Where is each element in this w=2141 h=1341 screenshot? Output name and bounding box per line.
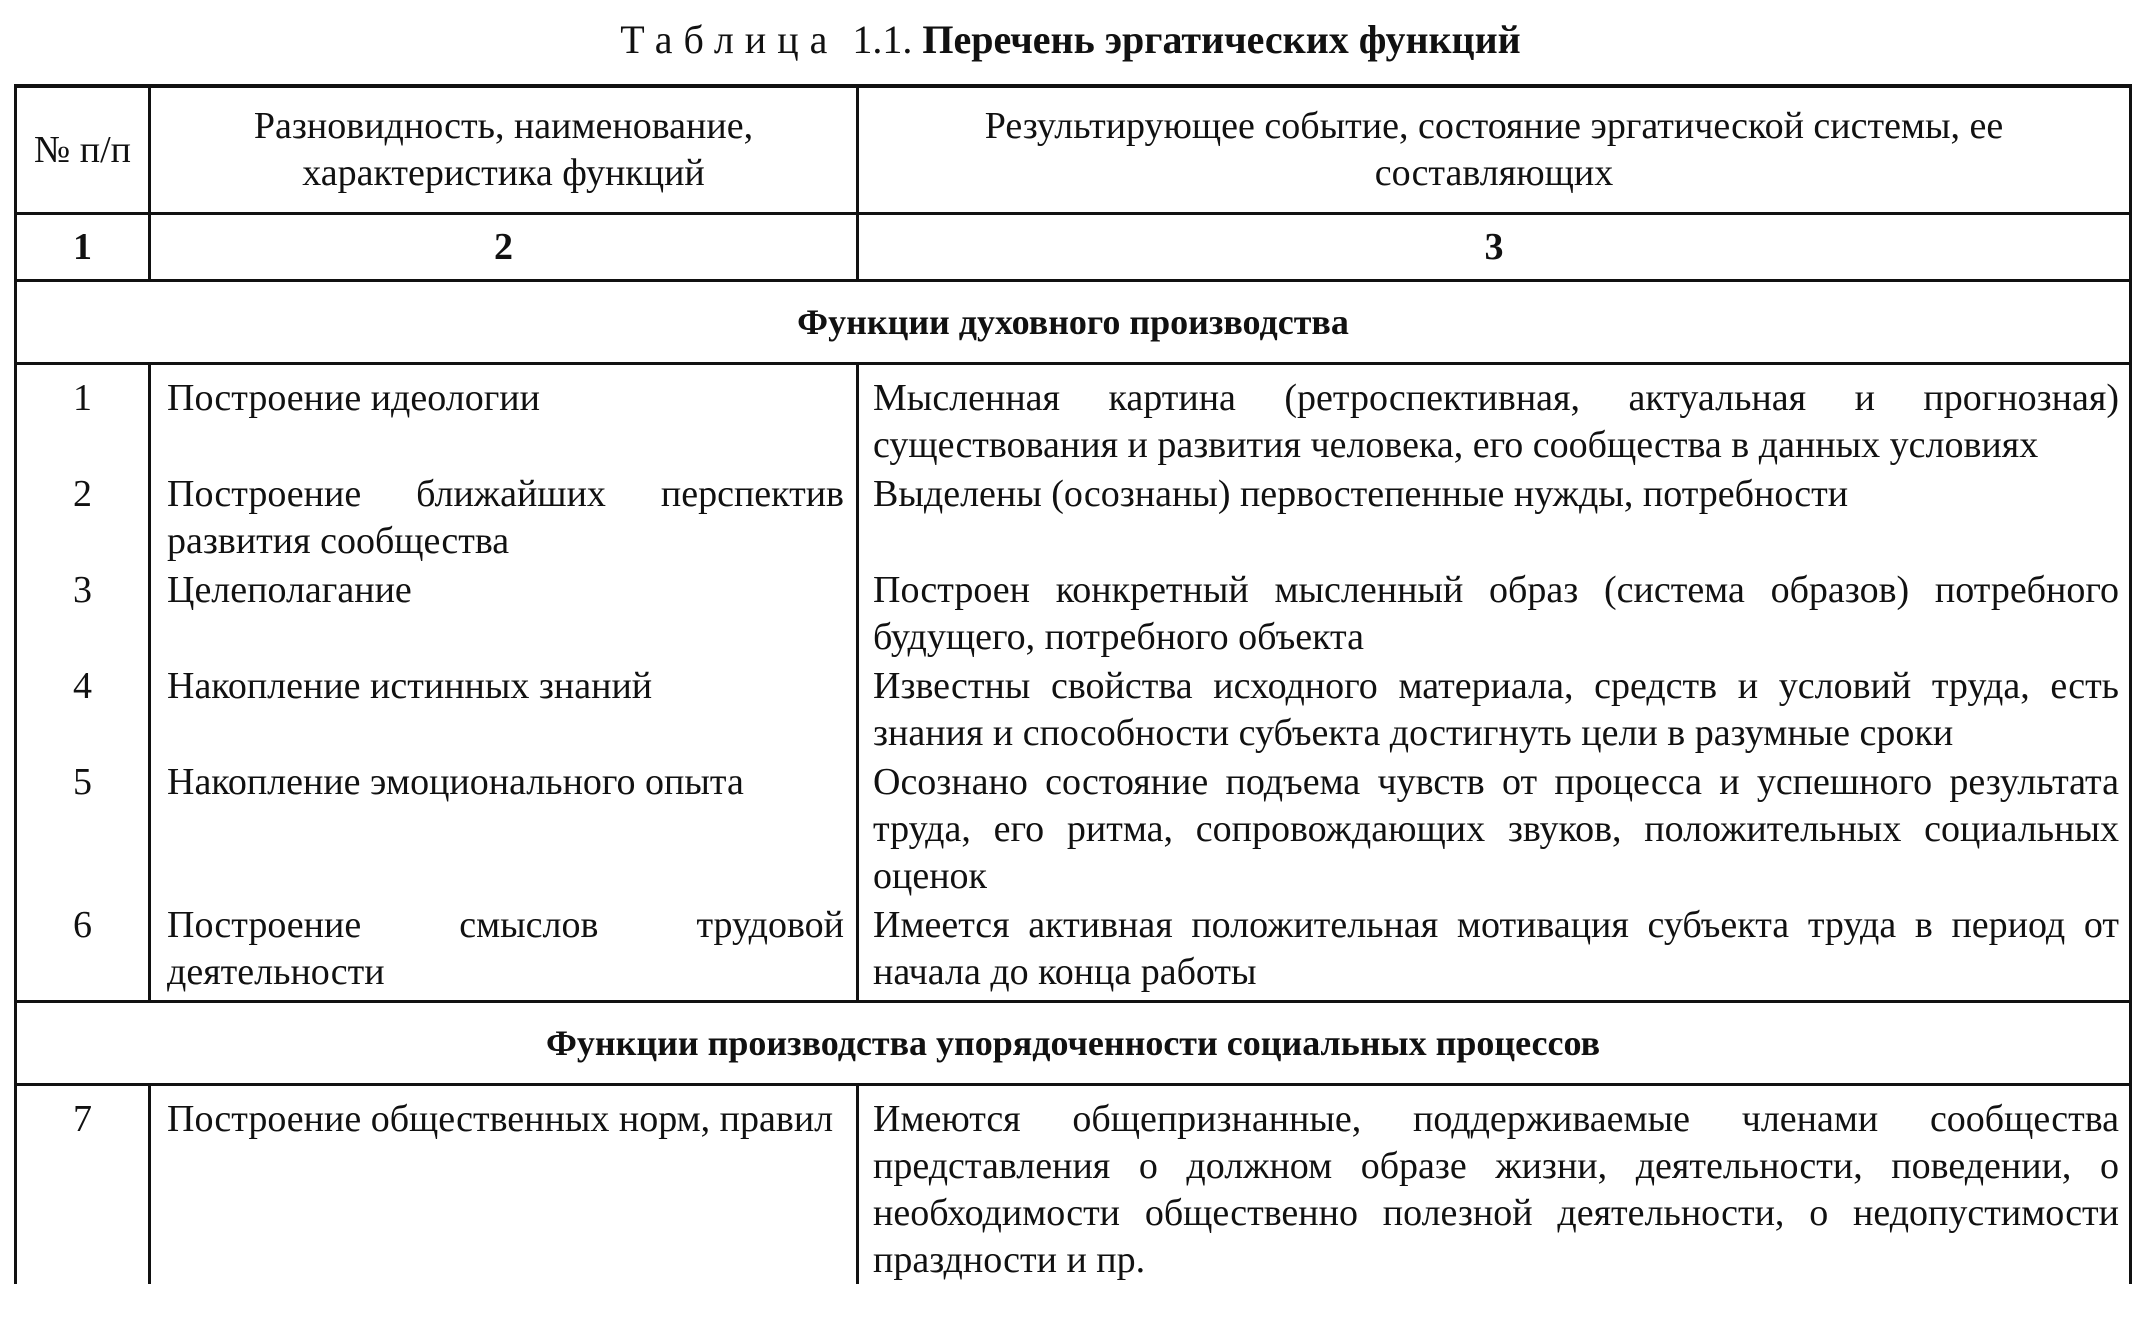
row-number: 3 xyxy=(16,565,150,661)
row-result: Имеются общепризнанные, поддерживаемые членами сообщества представления о должном образе жизни, деятельности, поведении, о необходимости общественно полезной деятельности, о недопустимости праздности и пр. xyxy=(858,1085,2131,1285)
column-number-1: 1 xyxy=(16,214,150,281)
functions-table xyxy=(14,84,2132,1284)
table-row xyxy=(16,364,2131,470)
row-result: Выделены (осознаны) первостепенные нужды, потребности xyxy=(858,469,2131,565)
table-caption xyxy=(0,14,2141,66)
caption-number: 1.1. xyxy=(852,17,913,62)
section-title: Функции духовного производства xyxy=(16,281,2131,364)
column-number-2: 2 xyxy=(150,214,858,281)
row-number: 2 xyxy=(16,469,150,565)
row-result: Имеется активная положительная мотивация субъекта труда в период от начала до конца работы xyxy=(858,900,2131,1002)
table-row xyxy=(16,757,2131,900)
table-row xyxy=(16,1085,2131,1285)
column-numbers-row xyxy=(16,214,2131,281)
row-number: 5 xyxy=(16,757,150,900)
row-result: Осознано состояние подъема чувств от процесса и успешного результата труда, его ритма, сопровождающих звуков, положительных социальных оценок xyxy=(858,757,2131,900)
row-number: 1 xyxy=(16,364,150,470)
row-number: 6 xyxy=(16,900,150,1002)
row-function: Целеполагание xyxy=(150,565,858,661)
header-number: № п/п xyxy=(16,86,150,214)
row-number: 7 xyxy=(16,1085,150,1285)
section-title: Функции производства упорядоченности социальных процессов xyxy=(16,1002,2131,1085)
header-function: Разновидность, наименование, характеристика функций xyxy=(150,86,858,214)
row-function: Построение идеологии xyxy=(150,364,858,470)
section-row xyxy=(16,281,2131,364)
row-result: Построен конкретный мысленный образ (система образов) потребного будущего, потребного объекта xyxy=(858,565,2131,661)
row-function: Накопление истинных знаний xyxy=(150,661,858,757)
caption-title: Перечень эргатических функций xyxy=(922,17,1521,62)
table-header-row xyxy=(16,86,2131,214)
row-function: Построение ближайших перспектив развития сообщества xyxy=(150,469,858,565)
row-result: Известны свойства исходного материала, средств и условий труда, есть знания и способности субъекта достигнуть цели в разумные сроки xyxy=(858,661,2131,757)
table-row xyxy=(16,661,2131,757)
header-result: Результирующее событие, состояние эргатической системы, ее составляющих xyxy=(858,86,2131,214)
column-number-3: 3 xyxy=(858,214,2131,281)
table-row xyxy=(16,900,2131,1002)
row-function: Накопление эмоционального опыта xyxy=(150,757,858,900)
caption-label: Таблица xyxy=(620,17,839,62)
row-function: Построение смыслов трудовой деятельности xyxy=(150,900,858,1002)
table-row xyxy=(16,469,2131,565)
row-function: Построение общественных норм, правил xyxy=(150,1085,858,1285)
row-number: 4 xyxy=(16,661,150,757)
section-row xyxy=(16,1002,2131,1085)
table-row xyxy=(16,565,2131,661)
row-result: Мысленная картина (ретроспективная, актуальная и прогнозная) существования и развития человека, его сообщества в данных условиях xyxy=(858,364,2131,470)
